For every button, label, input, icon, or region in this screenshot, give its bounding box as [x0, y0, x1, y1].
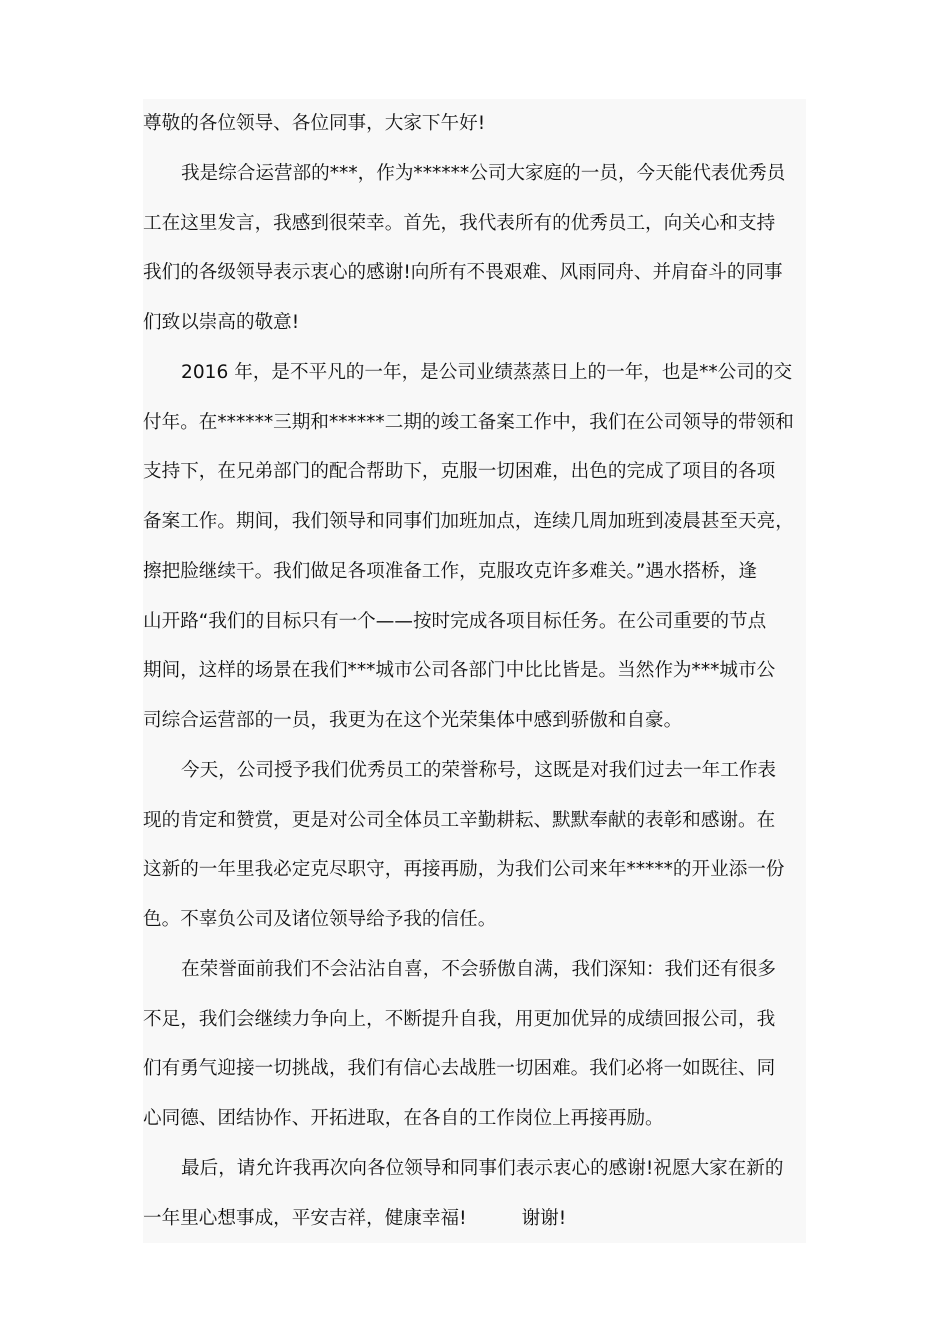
paragraph-5-line-2 — [143, 1194, 806, 1244]
paragraph-2-line-3: 支持下，在兄弟部门的配合帮助下，克服一切困难，出色的完成了项目的各项 — [143, 461, 776, 483]
paragraph-2-line-5: 擦把脸继续干。我们做足各项准备工作，克服攻克许多难关。”遇水搭桥，逢 — [143, 560, 757, 582]
paragraph-4-line-2: 不足，我们会继续力争向上，不断提升自我，用更加优异的成绩回报公司，我 — [143, 1008, 776, 1030]
paragraph-2-line-7: 期间，这样的场景在我们***城市公司各部门中比比皆是。当然作为***城市公 — [143, 660, 776, 682]
paragraph-2-line-6: 山开路“我们的目标只有一个——按时完成各项目标任务。在公司重要的节点 — [143, 610, 767, 632]
speech-text — [143, 99, 806, 1243]
paragraph-1-line-1: 我是综合运营部的***，作为******公司大家庭的一员，今天能代表优秀员 — [181, 162, 786, 184]
paragraph-1-line-3: 我们的各级领导表示衷心的感谢!向所有不畏艰难、风雨同舟、并肩奋斗的同事 — [143, 262, 783, 284]
paragraph-3-line-3: 这新的一年里我必定克尽职守，再接再励，为我们公司来年*****的开业添一份 — [143, 859, 785, 881]
greeting: 尊敬的各位领导、各位同事，大家下午好! — [143, 113, 486, 134]
paragraph-2-line-2: 付年。在******三期和******二期的竣工备案工作中，我们在公司领导的带领和 — [143, 411, 794, 433]
paragraph-2-line-8: 司综合运营部的一员，我更为在这个光荣集体中感到骄傲和自豪。 — [143, 710, 683, 731]
paragraph-2-line-4: 备案工作。期间，我们领导和同事们加班加点，连续几周加班到凌晨甚至天亮， — [143, 511, 794, 532]
paragraph-4-line-3: 们有勇气迎接一切挑战，我们有信心去战胜一切困难。我们必将一如既往、同 — [143, 1058, 776, 1080]
paragraph-2-line-1: 2016 年，是不平凡的一年，是公司业绩蒸蒸日上的一年，也是**公司的交 — [181, 361, 793, 383]
closing-wishes: 一年里心想事成，平安吉祥，健康幸福! — [143, 1207, 467, 1229]
paragraph-1-line-2: 工在这里发言，我感到很荣幸。首先，我代表所有的优秀员工，向关心和支持 — [143, 212, 776, 234]
paragraph-5-line-1: 最后，请允许我再次向各位领导和同事们表示衷心的感谢!祝愿大家在新的 — [181, 1157, 784, 1179]
paragraph-4-line-4: 心同德、团结协作、开拓进取，在各自的工作岗位上再接再励。 — [143, 1108, 664, 1129]
speech-document — [143, 99, 806, 1243]
paragraph-3-line-1: 今天，公司授予我们优秀员工的荣誉称号，这既是对我们过去一年工作表 — [181, 759, 777, 781]
paragraph-1-line-4: 们致以崇高的敬意! — [143, 312, 300, 333]
closing-thanks: 谢谢! — [521, 1207, 567, 1229]
paragraph-3-line-2: 现的肯定和赞赏，更是对公司全体员工辛勤耕耘、默默奉献的表彰和感谢。在 — [143, 809, 776, 831]
paragraph-3-line-4: 色。不辜负公司及诸位领导给予我的信任。 — [143, 909, 497, 930]
paragraph-4-line-1: 在荣誉面前我们不会沾沾自喜，不会骄傲自满，我们深知：我们还有很多 — [181, 958, 777, 980]
